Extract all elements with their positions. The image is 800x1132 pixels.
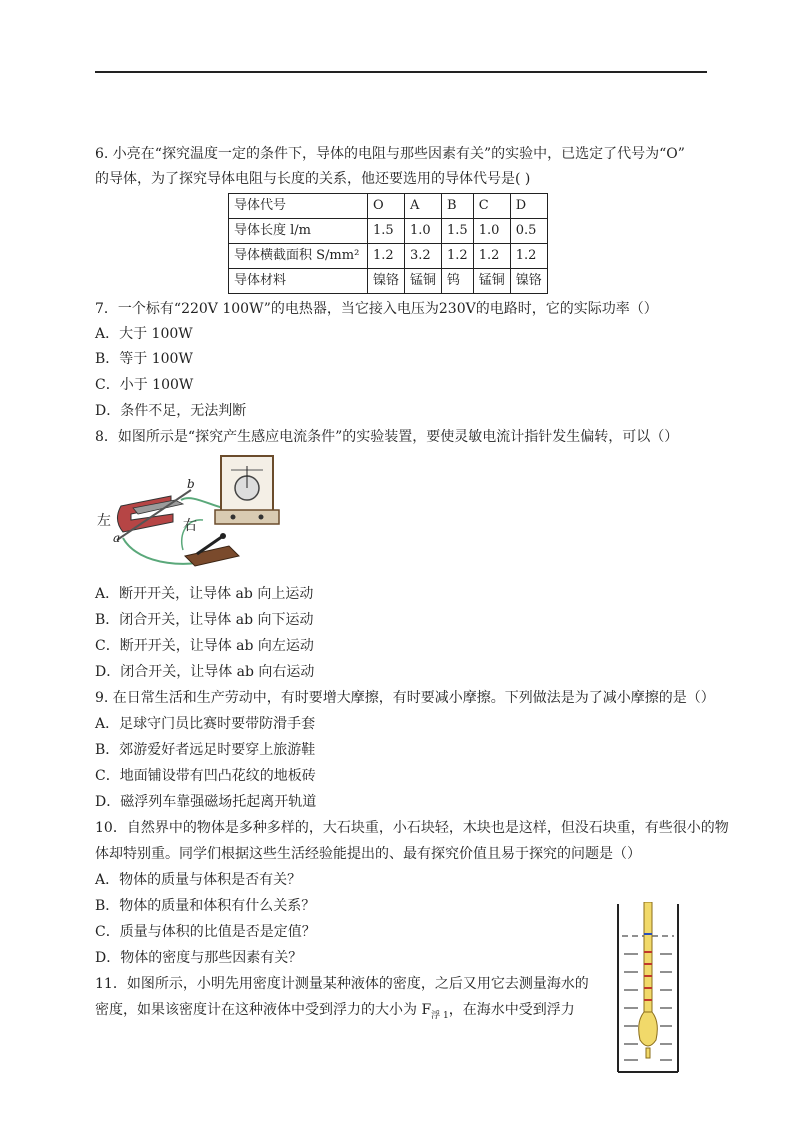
table-row (229, 194, 548, 219)
table-row (229, 244, 548, 269)
q6-stem-line2: 的导体，为了探究导体电阻与长度的关系，他还要选用的导体代号是( ) (95, 171, 531, 187)
q8-option-a: A．断开开关，让导体 ab 向上运动 (95, 586, 314, 602)
table-cell: A (405, 194, 442, 219)
q8-option-d: D．闭合开关，让导体 ab 向右运动 (95, 664, 315, 680)
q7-option-b: B．等于 100W (95, 351, 193, 367)
q9-option-d: D．磁浮列车靠强磁场托起离开轨道 (95, 794, 317, 810)
q10-option-c: C．质量与体积的比值是否是定值？ (95, 924, 316, 940)
table-cell: D (510, 194, 547, 219)
q10-option-d: D．物体的密度与那些因素有关？ (95, 950, 303, 966)
table-cell: 钨 (442, 269, 474, 294)
q9-stem: 9. 在日常生活和生产劳动中，有时要增大摩擦，有时要减小摩擦。下列做法是为了减小摩擦的是（） (95, 690, 715, 706)
q8-option-b: B．闭合开关，让导体 ab 向下运动 (95, 612, 314, 628)
table-cell: 3.2 (405, 244, 442, 269)
table-cell: 1.0 (473, 219, 510, 244)
q10-stem-line2: 体却特别重。同学们根据这些生活经验能提出的、最有探究价值且易于探究的问题是（） (95, 846, 641, 862)
q7-stem: 7．一个标有“220V 100W”的电热器，当它接入电压为230V的电路时，它的实际功率（） (95, 301, 658, 317)
table-cell: 镍铬 (368, 269, 405, 294)
q11-text: 密度，如果该密度计在这种液体中受到浮力的大小为 F (95, 1002, 432, 1018)
q9-option-c: C．地面铺设带有凹凸花纹的地板砖 (95, 768, 316, 784)
knife-switch (185, 533, 239, 566)
label-a: a (113, 531, 121, 545)
table-cell: 镍铬 (510, 269, 547, 294)
table-cell: 1.5 (442, 219, 474, 244)
q11-subscript: 浮 1 (431, 1010, 449, 1021)
horseshoe-magnet (117, 496, 173, 532)
table-cell: 1.2 (510, 244, 547, 269)
table-cell: 导体长度 l/m (229, 219, 368, 244)
label-b: b (187, 477, 195, 491)
table-cell: C (473, 194, 510, 219)
galvanometer (215, 456, 279, 524)
table-row (229, 269, 548, 294)
q10-stem-line1: 10．自然界中的物体是多种多样的，大石块重，小石块轻，木块也是这样，但没石块重，有些很小的物 (95, 820, 729, 836)
hydrometer-figure (612, 902, 684, 1076)
table-cell: 0.5 (510, 219, 547, 244)
table-cell: 锰铜 (405, 269, 442, 294)
table-cell: 1.0 (405, 219, 442, 244)
q7-option-d: D．条件不足，无法判断 (95, 403, 247, 419)
table-cell: 1.2 (442, 244, 474, 269)
q11-text-tail: ，在海水中受到浮力 (448, 1002, 575, 1018)
table-cell: B (442, 194, 474, 219)
table-cell: 导体横截面积 S/mm² (229, 244, 368, 269)
conductor-table (228, 193, 548, 294)
label-left: 左 (97, 513, 111, 529)
q10-option-b: B．物体的质量和体积有什么关系？ (95, 898, 316, 914)
q8-option-c: C．断开开关，让导体 ab 向左运动 (95, 638, 314, 654)
q8-stem: 8．如图所示是“探究产生感应电流条件”的实验装置，要使灵敏电流计指针发生偏转，可以（） (95, 429, 679, 445)
table-cell: 1.2 (368, 244, 405, 269)
q7-option-a: A．大于 100W (95, 326, 193, 342)
table-cell: 1.5 (368, 219, 405, 244)
table-cell: 1.2 (473, 244, 510, 269)
q11-stem-line2 (95, 1001, 575, 1025)
q6-stem-line1: 6. 小亮在“探究温度一定的条件下，导体的电阻与那些因素有关”的实验中，已选定了代号为“O” (95, 146, 685, 162)
q11-stem-line1: 11．如图所示，小明先用密度计测量某种液体的密度，之后又用它去测量海水的 (95, 976, 589, 992)
induction-apparatus-figure (93, 448, 288, 576)
q7-option-c: C．小于 100W (95, 377, 194, 393)
q9-option-b: B．郊游爱好者远足时要穿上旅游鞋 (95, 742, 316, 758)
table-cell: 锰铜 (473, 269, 510, 294)
table-cell: 导体材料 (229, 269, 368, 294)
header-rule (95, 71, 707, 73)
label-right: 右 (183, 518, 197, 534)
table-cell: O (368, 194, 405, 219)
table-row (229, 219, 548, 244)
hydrometer (639, 902, 658, 1058)
table-cell: 导体代号 (229, 194, 368, 219)
q9-option-a: A．足球守门员比赛时要带防滑手套 (95, 716, 316, 732)
q10-option-a: A．物体的质量与体积是否有关？ (95, 872, 302, 888)
